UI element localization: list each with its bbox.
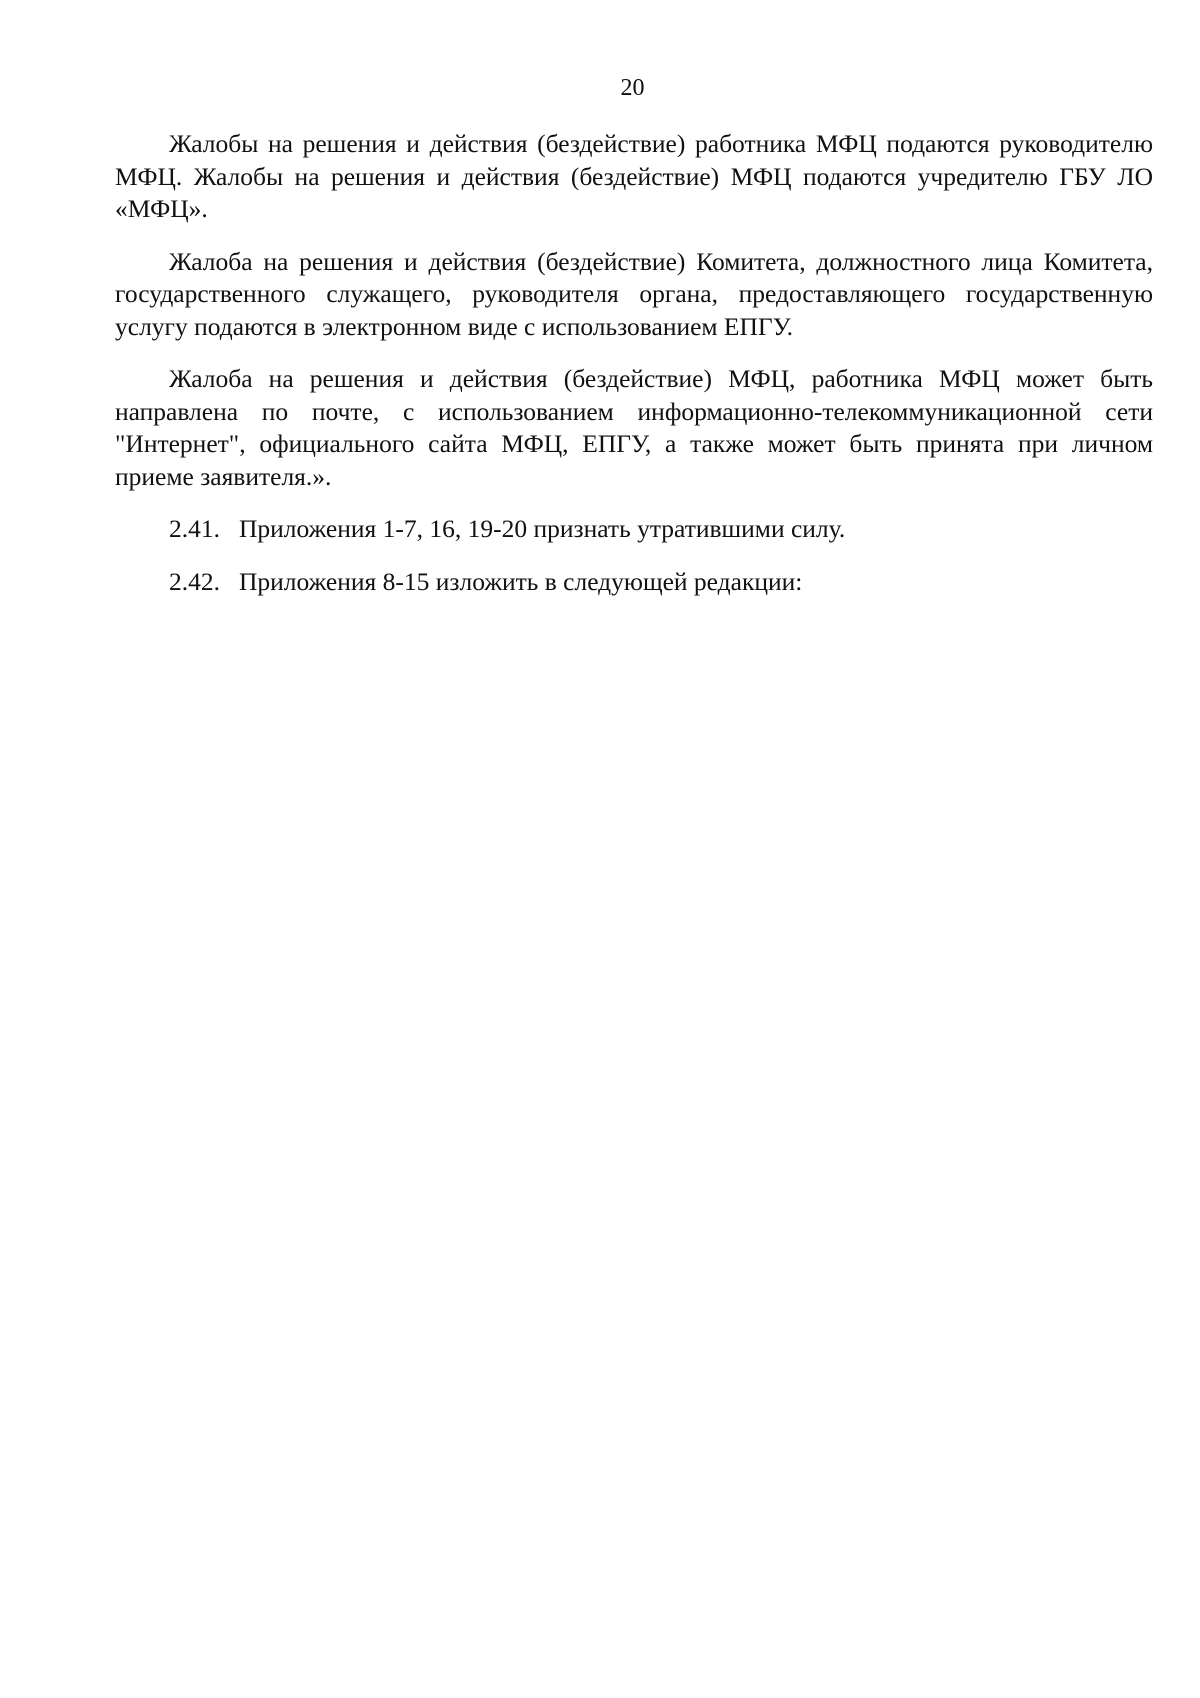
item-number: 2.42. [169, 566, 220, 596]
item-text: Приложения 8-15 изложить в следующей редакции: [239, 566, 803, 596]
paragraph-complaints-submission: Жалоба на решения и действия (бездействие) МФЦ, работника МФЦ может быть направлена по почте, с использованием информационно-телекоммуникационной сети "Интернет", официального сайта МФЦ, ЕПГУ, а также может быть принята при личном приеме заявителя.». [115, 364, 1153, 491]
document-body [115, 128, 1153, 618]
paragraph-complaints-mfc: Жалобы на решения и действия (бездействие) работника МФЦ подаются руководителю МФЦ. Жалобы на решения и действия (бездействие) МФЦ подаются учредителю ГБУ ЛО «МФЦ». [115, 129, 1153, 223]
page-number: 20 [620, 75, 645, 101]
item-text: Приложения 1-7, 16, 19-20 признать утратившими силу. [239, 514, 846, 543]
item-number: 2.41. [169, 514, 220, 543]
paragraph-complaints-committee: Жалоба на решения и действия (бездействие) Комитета, должностного лица Комитета, государственного служащего, руководителя органа, предоставляющего государственную услугу подаются в электронном виде с использованием ЕПГУ. [115, 246, 1153, 341]
list-item [115, 566, 1153, 599]
list-item [115, 513, 1153, 546]
